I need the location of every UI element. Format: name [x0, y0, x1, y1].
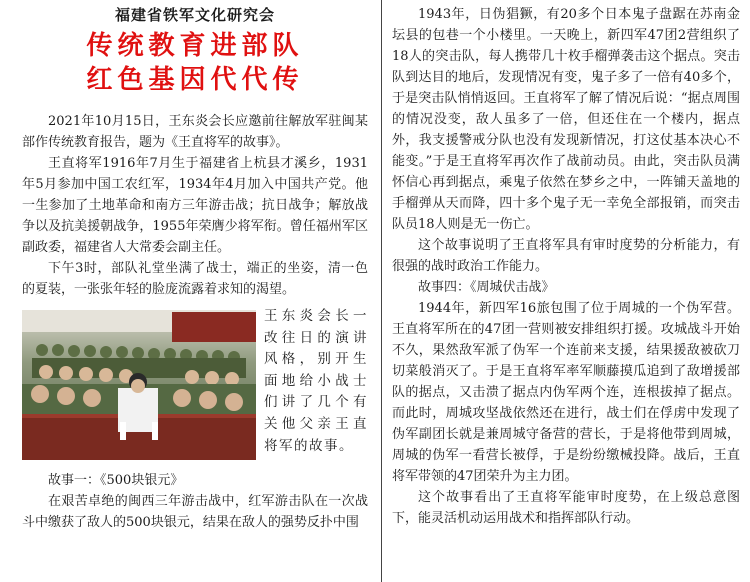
lecture-photo	[22, 310, 256, 460]
column-divider	[381, 0, 382, 582]
photo-with-caption	[22, 304, 368, 462]
story4-title: 故事四：《周城伏击战》	[418, 280, 555, 295]
story3-paragraph: 1943年，日伪猖獗，有20多个日本鬼子盘踞在苏南金坛县的包巷一个小楼里。一天晚上，新四军47团2营组织了18人的突击队，每人携带几十枚手榴弹袭击这个据点。突击队到达目的地后，发现情况有变，鬼子多了一倍有40多个，于是突击队悄悄返回。王直将军了解了情况后说：“据点周围的情况没变，敌人虽多了一倍，但还住在一个楼内，据点外，我支援警戒分队也没有发现新情况，打这仗基本决心不能变。”于是王直将军再次作了战前动员。由此，突击队员满怀信心再到据点，乘鬼子依然在梦乡之中，一阵铺天盖地的手榴弹从天而降，四十多个鬼子无一幸免全部报销，而突击队员18人则是无一伤亡。	[392, 7, 740, 232]
story1-text: 在艰苦卓绝的闽西三年游击战中，红军游击队在一次战斗中缴获了敌人的500块银元，结果在敌人的强势反扑中围	[22, 494, 368, 530]
intro-paragraph: 2021年10月15日，王东炎会长应邀前往解放军驻闽某部作传统教育报告，题为《王直将军的故事》。	[22, 114, 368, 150]
soldiers-auditorium-image	[22, 310, 256, 460]
headline-line-1: 传统教育进部队	[86, 31, 304, 61]
photo-side-caption: 王东炎会长一改往日的演讲风格，别开生面地给小战士们讲了几个有关他父亲王直将军的故事。	[264, 308, 368, 454]
organization-name: 福建省铁军文化研究会	[114, 6, 275, 24]
biography-paragraph: 王直将军1916年7月生于福建省上杭县才溪乡，1931年5月参加中国工农红军，1934年4月加入中国共产党。他一生参加了土地革命和南方三年游击战；抗日战争；解放战争以及抗美援朝战争，1955年荣膺少将军衔。曾任福州军区副政委，福建省人大常委会副主任。	[22, 156, 368, 255]
story4-conclusion: 这个故事看出了王直将军能审时度势，在上级总意图下，能灵活机动运用战术和指挥部队行动。	[392, 490, 740, 526]
left-column	[22, 4, 368, 533]
right-column	[392, 4, 740, 529]
story3-conclusion: 这个故事说明了王直将军具有审时度势的分析能力，有很强的战时政治工作能力。	[392, 238, 740, 274]
auditorium-paragraph: 下午3时，部队礼堂坐满了战士，端正的坐姿，清一色的夏装，一张张年轻的脸庞流露着求知的渴望。	[22, 261, 368, 297]
story1-title: 故事一：《500块银元》	[48, 473, 184, 488]
story4-paragraph: 1944年，新四军16旅包围了位于周城的一个伪军营。王直将军所在的47团一营则被安排组织打援。攻城战斗开始不久，果然敌军派了伪军一个连前来支援，结果援敌被砍刀切菜般消灭了。于是王直将军率军顺藤摸瓜追到了敌增援部队的据点，又击溃了据点内伪军两个连，连根拔掉了据点。而此时，周城攻坚战依然还在进行，战士们在俘虏中发现了伪军副团长就是兼周城守备营的营长，于是将他带到周城，周城的伪军一看营长被俘，于是纷纷缴械投降。战后，王直将军带领的47团荣升为主力团。	[392, 301, 740, 484]
headline-line-2: 红色基因代代传	[86, 65, 304, 95]
